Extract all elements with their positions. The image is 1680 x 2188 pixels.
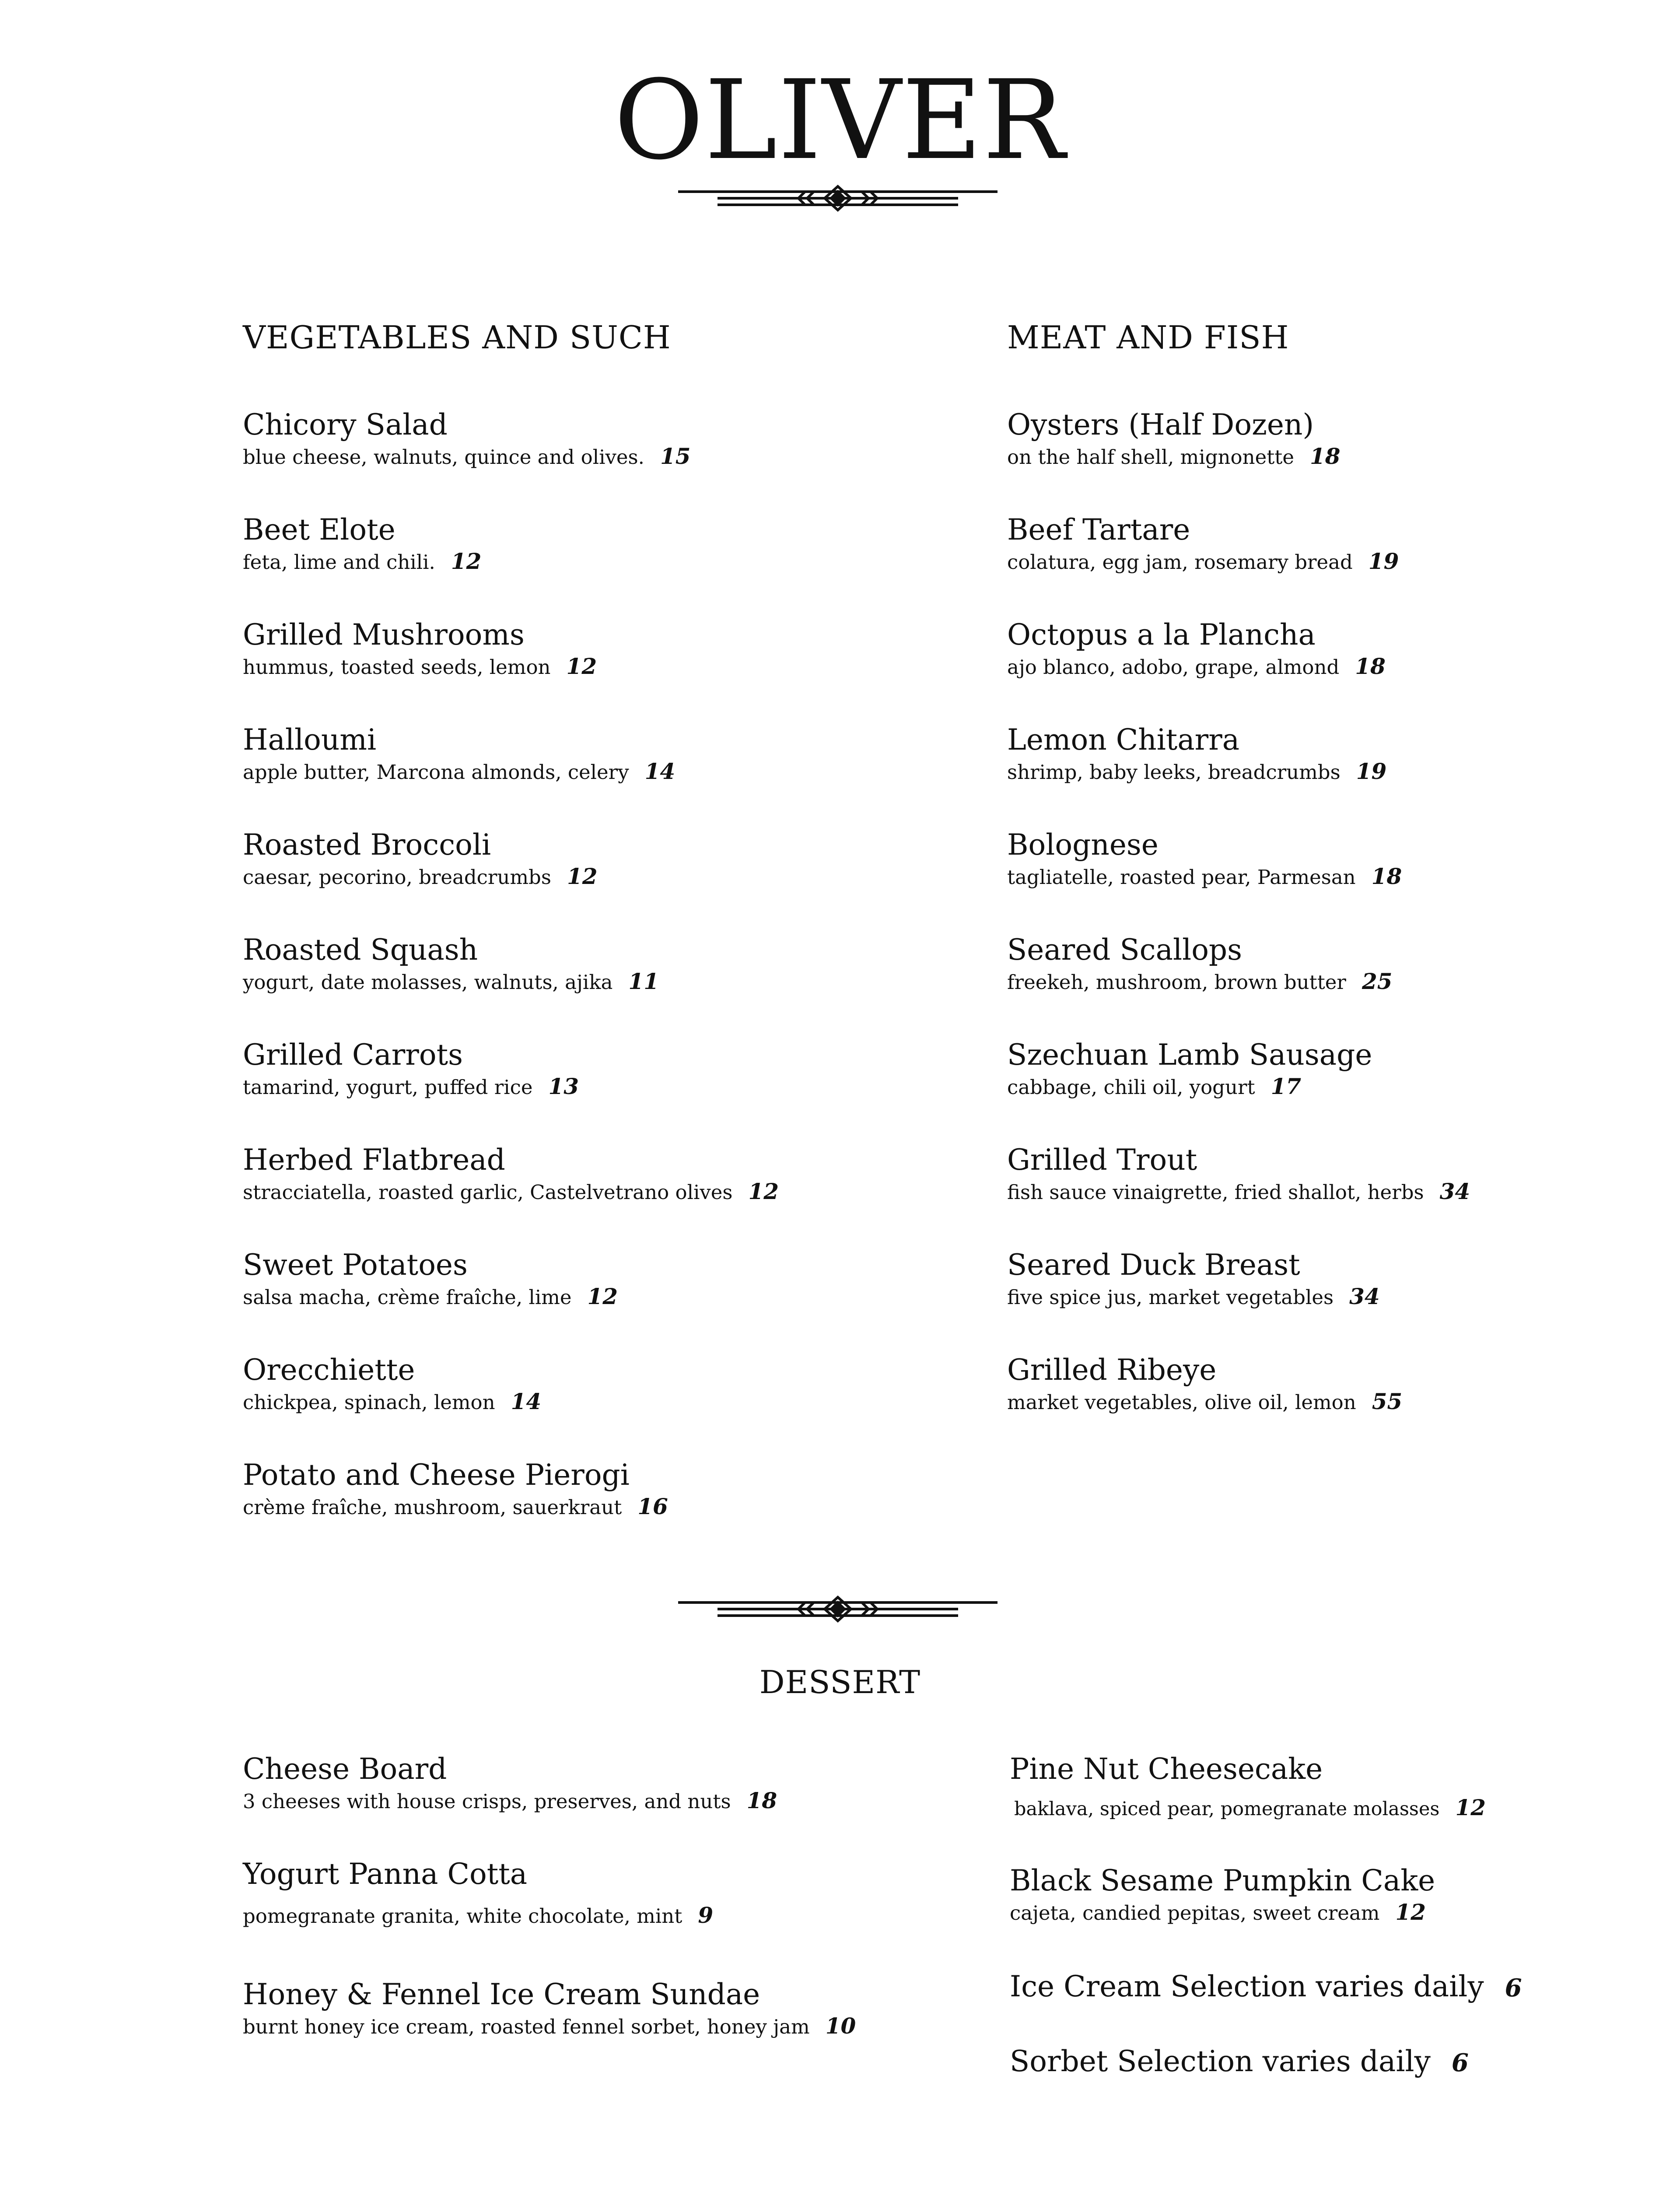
item-name: Seared Duck Breast [1007, 1248, 1300, 1282]
item-price: 12 [1395, 1899, 1426, 1925]
item-description: crème fraîche, mushroom, sauerkraut 16 [243, 1494, 668, 1519]
item-price: 12 [587, 1283, 618, 1309]
item-description: apple butter, Marcona almonds, celery 14 [243, 758, 676, 784]
list-item [243, 1980, 856, 2037]
item-price: 15 [660, 443, 691, 469]
item-price: 12 [566, 653, 597, 679]
item-description: blue cheese, walnuts, quince and olives. 15 [243, 443, 691, 469]
item-price: 6 [1505, 1974, 1522, 2002]
item-name: Roasted Squash [243, 933, 478, 967]
list-item [1010, 1866, 1435, 1923]
item-price: 12 [1455, 1795, 1486, 1820]
list-item [1007, 1143, 1470, 1204]
brand-title: OLIVER [614, 56, 1066, 184]
list-item [1007, 1353, 1403, 1414]
item-name: Beet Elote [243, 513, 396, 547]
item-price: 18 [746, 1788, 777, 1813]
divider-ornament-icon [678, 183, 998, 214]
section-title-meat: MEAT AND FISH [1007, 319, 1289, 356]
item-name: Grilled Carrots [243, 1038, 463, 1072]
item-price: 34 [1349, 1283, 1380, 1309]
item-description: yogurt, date molasses, walnuts, ajika 11 [243, 968, 659, 994]
item-description: five spice jus, market vegetables 34 [1007, 1283, 1380, 1309]
item-name: Szechuan Lamb Sausage [1007, 1038, 1372, 1072]
item-description: baklava, spiced pear, pomegranate molasses 12 [1014, 1795, 1486, 1820]
list-item [1007, 1248, 1380, 1309]
item-description: market vegetables, olive oil, lemon 55 [1007, 1389, 1403, 1414]
list-item [243, 618, 597, 679]
list-item [243, 1248, 618, 1309]
item-price: 12 [451, 548, 482, 574]
item-name: Honey & Fennel Ice Cream Sundae [243, 1978, 760, 2011]
list-item [1007, 723, 1387, 784]
list-item [1010, 2044, 1469, 2078]
item-price: 14 [644, 758, 676, 784]
item-description: shrimp, baby leeks, breadcrumbs 19 [1007, 758, 1387, 784]
item-description: on the half shell, mignonette 18 [1007, 443, 1340, 469]
item-name: Pine Nut Cheesecake [1010, 1752, 1323, 1786]
item-price: 11 [628, 968, 659, 994]
divider-ornament-icon [678, 1594, 998, 1624]
item-description: cajeta, candied pepitas, sweet cream 12 [1010, 1899, 1426, 1925]
list-item [1010, 1972, 1522, 2001]
item-price: 25 [1362, 968, 1393, 994]
list-item [1007, 515, 1399, 572]
item-name: Halloumi [243, 723, 377, 757]
item-description: ajo blanco, adobo, grape, almond 18 [1007, 653, 1386, 679]
item-name: Beef Tartare [1007, 513, 1190, 547]
item-description: caesar, pecorino, breadcrumbs 12 [243, 863, 598, 889]
list-item [243, 1857, 714, 1928]
list-item [1007, 933, 1393, 994]
item-name: Potato and Cheese Pierogi [243, 1458, 630, 1492]
item-price: 34 [1439, 1178, 1470, 1204]
list-item [1007, 828, 1402, 889]
item-price: 13 [548, 1073, 579, 1099]
item-name: Yogurt Panna Cotta [243, 1857, 528, 1891]
item-price: 19 [1368, 548, 1399, 574]
item-price: 17 [1270, 1073, 1302, 1099]
item-name: Oysters (Half Dozen) [1007, 408, 1314, 442]
list-item [1007, 410, 1340, 467]
list-item [243, 723, 676, 784]
list-item [243, 1143, 779, 1204]
list-item [243, 1038, 579, 1099]
item-name: Bolognese [1007, 828, 1158, 862]
item-price: 6 [1451, 2048, 1469, 2077]
item-description: feta, lime and chili. 12 [243, 548, 482, 574]
item-name: Black Sesame Pumpkin Cake [1010, 1864, 1435, 1897]
list-item [1007, 618, 1386, 679]
list-item [243, 828, 598, 889]
item-price: 12 [567, 863, 598, 889]
item-description: salsa macha, crème fraîche, lime 12 [243, 1283, 618, 1309]
item-description: chickpea, spinach, lemon 14 [243, 1389, 542, 1414]
item-name: Grilled Trout [1007, 1143, 1197, 1177]
item-description: burnt honey ice cream, roasted fennel sorbet, honey jam 10 [243, 2013, 856, 2039]
item-description: cabbage, chili oil, yogurt 17 [1007, 1073, 1302, 1099]
list-item [1010, 1752, 1486, 1820]
list-item [243, 933, 659, 994]
item-name: Sweet Potatoes [243, 1248, 468, 1282]
item-description: pomegranate granita, white chocolate, mint 9 [243, 1902, 714, 1928]
item-price: 18 [1371, 863, 1402, 889]
item-description: colatura, egg jam, rosemary bread 19 [1007, 548, 1399, 574]
item-name: Chicory Salad [243, 408, 448, 442]
item-price: 9 [698, 1902, 714, 1928]
item-price: 14 [511, 1389, 542, 1414]
item-name: Roasted Broccoli [243, 828, 491, 862]
item-description: freekeh, mushroom, brown butter 25 [1007, 968, 1393, 994]
item-price: 18 [1310, 443, 1340, 469]
item-name: Grilled Mushrooms [243, 618, 525, 652]
item-name: Ice Cream Selection varies daily 6 [1010, 1970, 1522, 2003]
item-description: fish sauce vinaigrette, fried shallot, herbs 34 [1007, 1178, 1470, 1204]
item-name: Seared Scallops [1007, 933, 1242, 967]
list-item [243, 1353, 542, 1414]
item-name: Orecchiette [243, 1353, 415, 1387]
section-title-dessert: DESSERT [759, 1664, 921, 1701]
item-description: 3 cheeses with house crisps, preserves, and nuts 18 [243, 1788, 777, 1813]
item-description: hummus, toasted seeds, lemon 12 [243, 653, 597, 679]
list-item [243, 1752, 777, 1813]
list-item [243, 410, 691, 467]
item-name: Lemon Chitarra [1007, 723, 1240, 757]
item-description: tagliatelle, roasted pear, Parmesan 18 [1007, 863, 1402, 889]
item-price: 10 [825, 2013, 856, 2039]
item-name: Cheese Board [243, 1752, 447, 1786]
item-name: Grilled Ribeye [1007, 1353, 1217, 1387]
item-description: stracciatella, roasted garlic, Castelvetrano olives 12 [243, 1178, 779, 1204]
list-item [243, 1458, 668, 1519]
item-name: Herbed Flatbread [243, 1143, 505, 1177]
item-name: Octopus a la Plancha [1007, 618, 1316, 652]
list-item [1007, 1038, 1372, 1099]
item-price: 55 [1372, 1389, 1403, 1414]
section-title-vegetables: VEGETABLES AND SUCH [243, 319, 671, 356]
item-price: 18 [1355, 653, 1386, 679]
item-price: 19 [1356, 758, 1387, 784]
item-price: 12 [748, 1178, 779, 1204]
item-description: tamarind, yogurt, puffed rice 13 [243, 1073, 579, 1099]
list-item [243, 515, 481, 572]
item-price: 16 [637, 1494, 668, 1519]
item-name: Sorbet Selection varies daily 6 [1010, 2044, 1469, 2078]
